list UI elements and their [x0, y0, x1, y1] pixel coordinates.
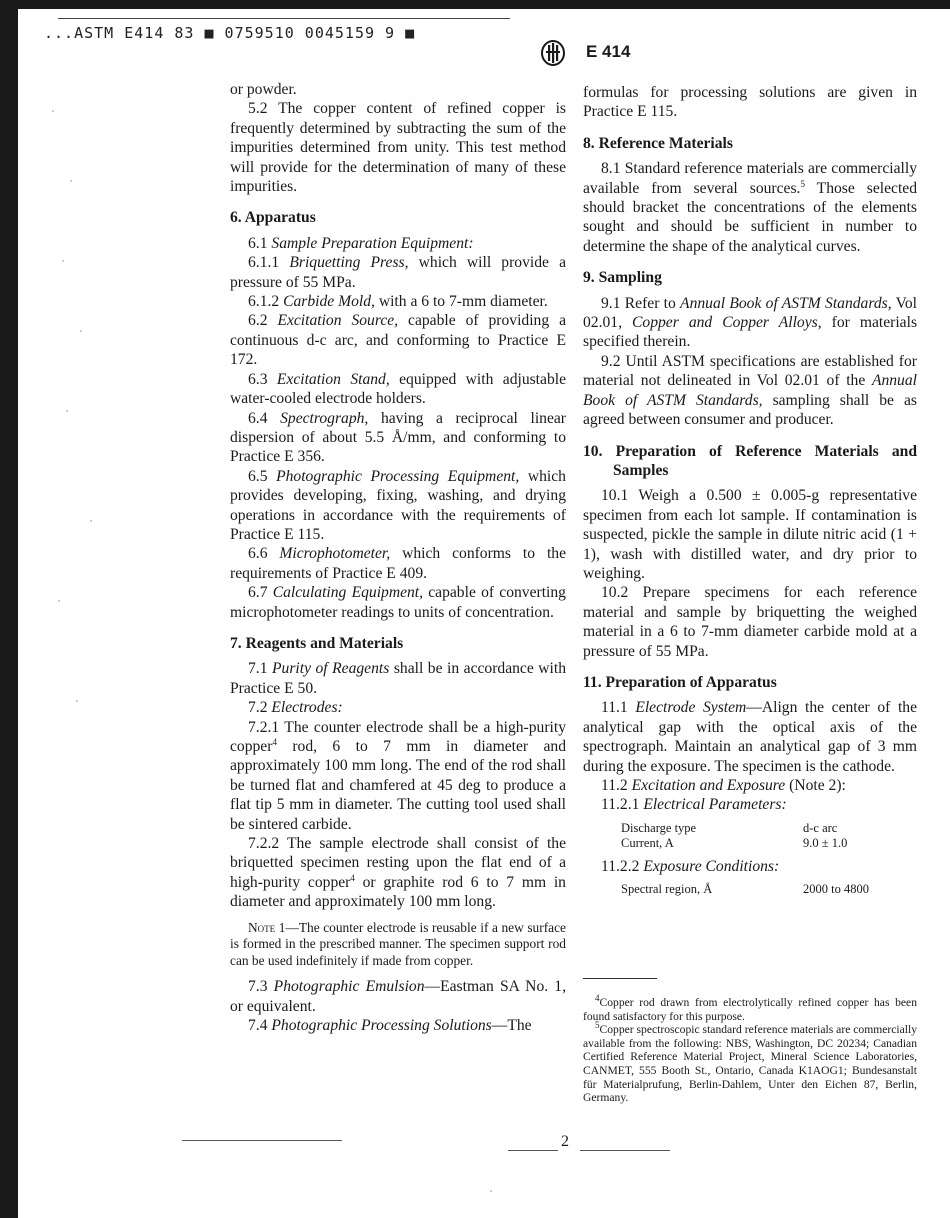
paragraph-11-2-2: 11.2.2 Exposure Conditions:	[601, 857, 780, 875]
scan-header-line: ...ASTM E414 83 ■ 0759510 0045159 9 ■	[44, 24, 416, 42]
electrical-parameters-table	[621, 821, 847, 851]
param-value: 2000 to 4800	[803, 882, 869, 897]
paragraph-7-2-2: 7.2.2 The sample electrode shall consist of the briquetted specimen resting upon the flat end of a high-purity copper$^4$ or graphite rod 6 to 7 mm in diameter and approximately 100 mm long.	[230, 835, 566, 911]
footnote-rule	[583, 978, 657, 979]
section-heading-8: 8. Reference Materials	[583, 134, 733, 152]
param-value: 9.0 ± 1.0	[803, 835, 848, 850]
paragraph-7-2: 7.2 Electrodes:	[248, 699, 343, 717]
footnote-4: $^4$Copper rod drawn from electrolytically refined copper has been found satisfactory for this purpose.	[583, 993, 917, 1023]
paragraph-11-1: 11.1 Electrode System—Align the center of the analytical gap with the optical axis of the spectrograph. Maintain an analytical gap of 3 mm during the exposure. The specimen is the cathode.	[583, 699, 917, 775]
paragraph-9-1: 9.1 Refer to Annual Book of ASTM Standards, Vol 02.01, Copper and Copper Alloys, for materials specified therein.	[583, 294, 918, 351]
table-row	[621, 882, 869, 897]
note-1: Note 1—The counter electrode is reusable if a new surface is formed in the prescribed manner. The specimen support rod can be used indefinitely if made from copper.	[230, 919, 566, 968]
footnote-ref-4: 4	[272, 736, 277, 747]
right-column	[583, 83, 917, 903]
exposure-conditions-table	[621, 882, 869, 897]
param-label: Discharge type	[621, 820, 697, 835]
table-row	[621, 821, 847, 836]
paragraph-7-1: 7.1 Purity of Reagents shall be in accordance with Practice E 50.	[230, 660, 567, 697]
section-heading-11: 11. Preparation of Apparatus	[583, 673, 777, 691]
left-column	[230, 80, 566, 1036]
scan-speckle	[52, 110, 54, 112]
paragraph-6-6: 6.6 Microphotometer, which conforms to the requirements of Practice E 409.	[230, 545, 566, 582]
paragraph-6-1-2: 6.1.2 Carbide Mold, with a 6 to 7-mm diameter.	[248, 293, 548, 311]
scan-left-border	[0, 0, 18, 1218]
paragraph-10-1: 10.1 Weigh a 0.500 ± 0.005-g representative specimen from each lot sample. If contamination is suspected, pickle the sample in dilute nitric acid (1 + 1), wash with distilled water, and dry prior to weighing.	[583, 487, 917, 582]
standard-designation: E 414	[586, 42, 631, 61]
paragraph-7-4: 7.4 Photographic Processing Solutions—The	[248, 1017, 532, 1035]
scan-speckle	[80, 330, 82, 332]
paragraph-fragment: or powder.	[230, 81, 297, 98]
paragraph-11-2-1: 11.2.1 Electrical Parameters:	[601, 796, 787, 814]
footnote-ref-5: 5	[800, 178, 805, 189]
footnote-5: $^5$Copper spectroscopic standard reference materials are commercially available from the following: NBS, Washington, DC 20234; Canadian Certified Reference Material Project, Mineral Science Laboratories, CANMET, 555 Booth St., Ontario, Canada K1AOG1; Bundesanstalt für Materialprufung, Berlin-Dahlem, Unter den Eichen 87, Berlin, Germany.	[583, 1020, 917, 1105]
paragraph-6-1: 6.1 Sample Preparation Equipment:	[248, 234, 474, 252]
footer-rule-mid	[508, 1150, 558, 1151]
paragraph-6-7: 6.7 Calculating Equipment, capable of converting microphotometer readings to units of concentration.	[230, 584, 566, 621]
scan-top-border	[0, 0, 950, 9]
astm-logo-icon	[540, 40, 566, 66]
paragraph-11-2: 11.2 Excitation and Exposure (Note 2):	[601, 777, 846, 794]
scan-speckle	[90, 520, 92, 522]
paragraph-6-1-1: 6.1.1 Briquetting Press, which will provide a pressure of 55 MPa.	[230, 254, 567, 291]
paragraph-7-2-1: 7.2.1 The counter electrode shall be a high-purity copper$^4$ rod, 6 to 7 mm in diameter and approximately 100 mm long. The end of the rod shall be turned flat and chamfered at 45 deg to produce a flat tip 5 mm in diameter. The cutting tool used shall be sintered carbide.	[230, 718, 566, 833]
scan-speckle	[70, 180, 72, 182]
section-heading-10: 10. Preparation of Reference Materials and Samples	[583, 442, 917, 479]
paragraph-6-4: 6.4 Spectrograph, having a reciprocal linear dispersion of about 5.5 Å/mm, and conforming to Practice E 356.	[230, 409, 566, 466]
footer-rule-right	[580, 1150, 670, 1151]
paragraph-5-2: 5.2 The copper content of refined copper is frequently determined by subtracting the sum of the impurities determined from unity. This test method will provide for the determination of many of these impurities.	[230, 100, 566, 196]
paragraph-6-2: 6.2 Excitation Source, capable of providing a continuous d-c arc, and conforming to Practice E 172.	[230, 312, 566, 369]
page-number: 2	[561, 1133, 569, 1150]
note-label: Note 1	[248, 919, 286, 935]
param-label: Current, A	[621, 835, 674, 850]
footer-rule-left	[182, 1140, 342, 1141]
param-label: Spectral region, Å	[621, 882, 713, 897]
scan-speckle	[58, 600, 60, 602]
paragraph-10-2: 10.2 Prepare specimens for each reference material and sample by briquetting the weighed material in a 6 to 7-mm diameter carbide mold at a pressure of 55 MPa.	[583, 584, 917, 660]
scan-speckle	[76, 700, 78, 702]
paragraph-8-1: 8.1 Standard reference materials are commercially available from several sources.$^5$ Those selected should bracket the concentrations of the elements sought and should be sufficient in number to determine the shape of the analytical curves.	[583, 160, 917, 255]
footnote-ref-4: 4	[350, 872, 355, 883]
header-rule	[58, 18, 510, 19]
section-heading-9: 9. Sampling	[583, 269, 662, 287]
section-heading-6: 6. Apparatus	[230, 209, 316, 227]
paragraph-6-5: 6.5 Photographic Processing Equipment, which provides developing, fixing, washing, and drying operations in accordance with the requirements of Practice E 115.	[230, 467, 566, 543]
scan-speckle	[62, 260, 64, 262]
table-row	[621, 836, 847, 851]
paragraph-7-3: 7.3 Photographic Emulsion—Eastman SA No. 1, or equivalent.	[230, 978, 566, 1015]
paragraph-6-3: 6.3 Excitation Stand, equipped with adjustable water-cooled electrode holders.	[230, 370, 566, 408]
scan-speckle	[66, 410, 68, 412]
param-value: d-c arc	[803, 820, 838, 835]
paragraph-fragment: formulas for processing solutions are given in Practice E 115.	[583, 84, 917, 121]
section-heading-7: 7. Reagents and Materials	[230, 634, 404, 652]
scan-speckle	[490, 1190, 492, 1192]
paragraph-9-2: 9.2 Until ASTM specifications are established for material not delineated in Vol 02.01 of the Annual Book of ASTM Standards, sampling shall be as agreed between consumer and producer.	[583, 352, 918, 429]
footnotes	[583, 993, 917, 1105]
